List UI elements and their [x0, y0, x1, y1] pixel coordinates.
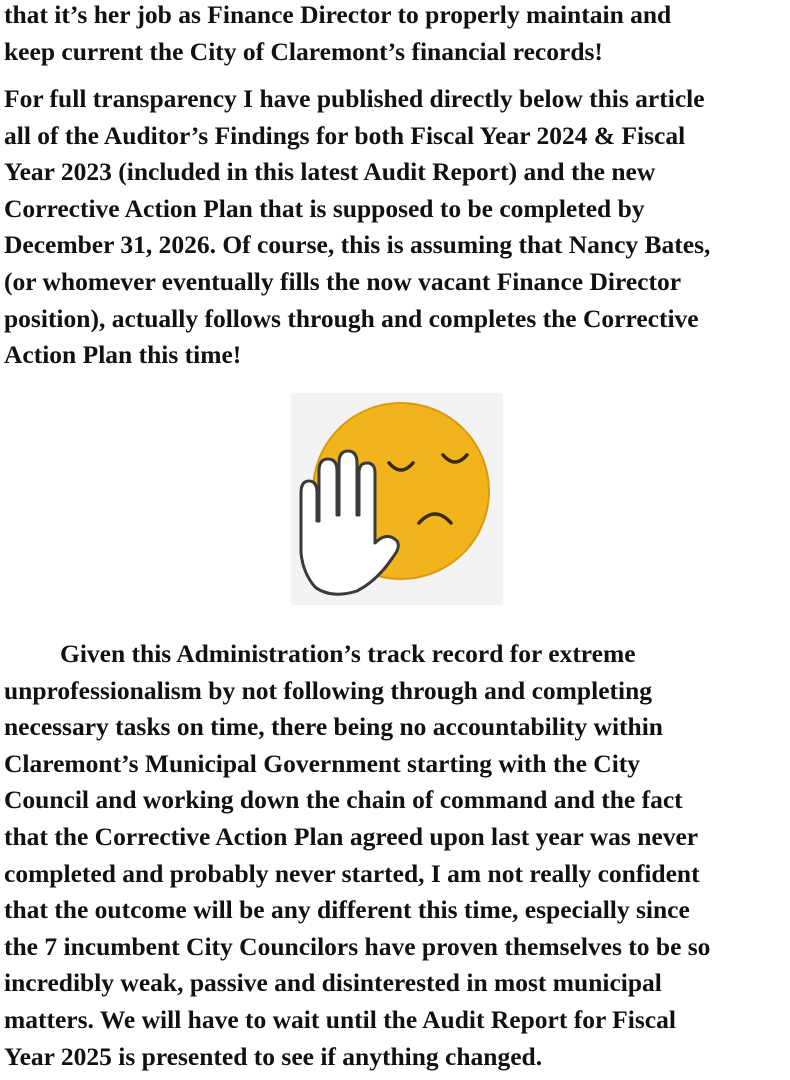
text-line: Year 2025 is presented to see if anything changed.: [4, 1041, 543, 1071]
text-line: that it’s her job as Finance Director to properly maintain and: [4, 0, 672, 29]
text-line: necessary tasks on time, there being no accountability within: [4, 712, 663, 742]
text-line: (or whomever eventually fills the now vacant Finance Director: [4, 266, 682, 296]
text-line: completed and probably never started, I am not really confident: [4, 858, 700, 888]
paragraph-administration: [4, 636, 788, 1075]
text-line: incredibly weak, passive and disinterested in most municipal: [4, 968, 662, 998]
text-line: December 31, 2026. Of course, this is assuming that Nancy Bates,: [4, 230, 711, 260]
text-line: unprofessionalism by not following through and completing: [4, 675, 653, 705]
text-line: Claremont’s Municipal Government starting with the City: [4, 748, 641, 778]
facepalm-emoji-icon: [291, 393, 503, 605]
text-line: Year 2023 (included in this latest Audit Report) and the new: [4, 157, 656, 187]
paragraph-transparency: [4, 81, 788, 374]
facepalm-image: [291, 393, 503, 605]
text-line: Corrective Action Plan that is supposed to be completed by: [4, 193, 645, 223]
text-line: keep current the City of Claremont’s financial records!: [4, 36, 603, 66]
text-line: all of the Auditor’s Findings for both Fiscal Year 2024 & Fiscal: [4, 120, 686, 150]
text-line: matters. We will have to wait until the Audit Report for Fiscal: [4, 1004, 676, 1034]
text-line: the 7 incumbent City Councilors have proven themselves to be so: [4, 931, 711, 961]
text-line: that the Corrective Action Plan agreed upon last year was never: [4, 821, 699, 851]
text-line: position), actually follows through and completes the Corrective: [4, 303, 699, 333]
text-line: Action Plan this time!: [4, 340, 242, 370]
text-line: that the outcome will be any different this time, especially since: [4, 895, 690, 925]
paragraph-finance-director: [4, 0, 788, 70]
text-line: Given this Administration’s track record for extreme: [60, 639, 636, 668]
text-line: For full transparency I have published directly below this article: [4, 84, 705, 113]
text-line: Council and working down the chain of command and the fact: [4, 785, 683, 815]
